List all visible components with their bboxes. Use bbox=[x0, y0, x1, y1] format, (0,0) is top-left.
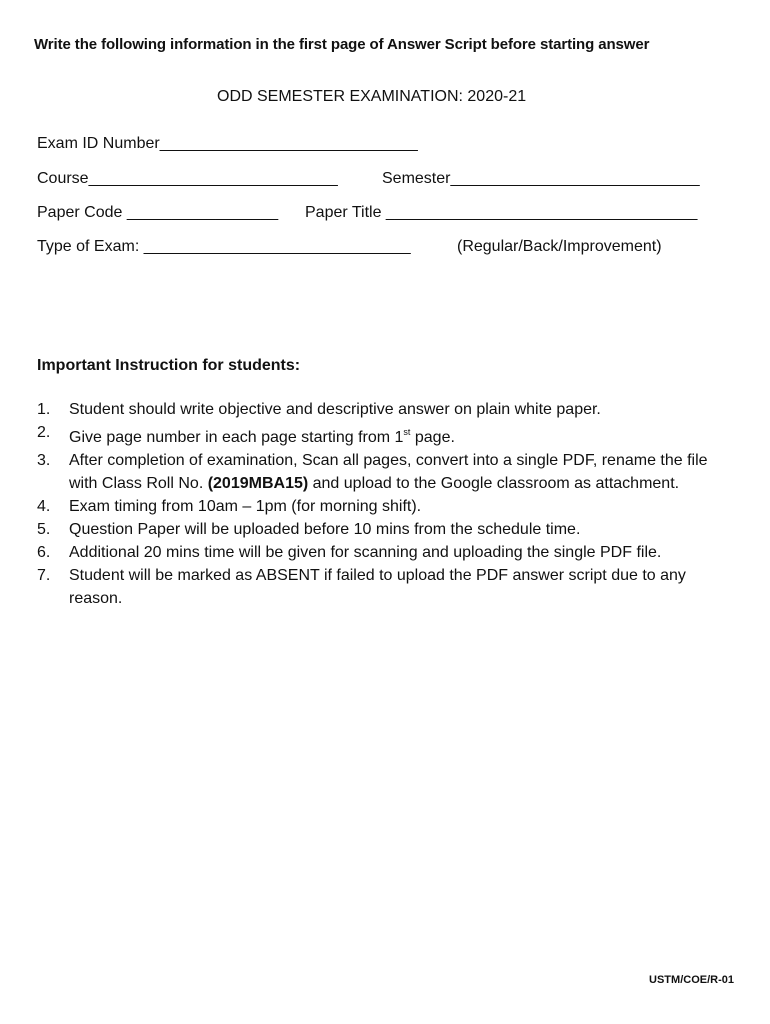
exam-id-field: Exam ID Number_____________________________ bbox=[37, 135, 418, 152]
semester-field: Semester____________________________ bbox=[382, 170, 700, 187]
instruction-text: and upload to the Google classroom as attachment. bbox=[308, 475, 680, 492]
instruction-item bbox=[37, 541, 737, 564]
instructions-list bbox=[37, 398, 737, 610]
instruction-number: 4. bbox=[37, 498, 51, 515]
instructions-title: Important Instruction for students: bbox=[37, 357, 301, 374]
instruction-text: Give page number in each page starting from 1 bbox=[69, 429, 404, 446]
type-of-exam-field: Type of Exam: ______________________________ bbox=[37, 238, 411, 255]
paper-code-field: Paper Code _________________ bbox=[37, 204, 279, 221]
form-code: USTM/COE/R-01 bbox=[649, 974, 734, 986]
page-heading: Write the following information in the first page of Answer Script before starting answer bbox=[34, 36, 650, 53]
instruction-text: page. bbox=[410, 429, 455, 446]
instruction-item bbox=[37, 421, 737, 449]
instruction-text: Question Paper will be uploaded before 10 mins from the schedule time. bbox=[69, 521, 581, 538]
exam-title: ODD SEMESTER EXAMINATION: 2020-21 bbox=[217, 88, 527, 105]
instruction-text: After completion of examination, Scan all pages, convert into a single PDF, rename the file with Class Roll No. bbox=[69, 452, 708, 492]
instruction-text: Student will be marked as ABSENT if failed to upload the PDF answer script due to any reason. bbox=[69, 567, 686, 607]
instruction-text: Additional 20 mins time will be given for scanning and uploading the single PDF file. bbox=[69, 544, 662, 561]
instruction-number: 7. bbox=[37, 567, 51, 584]
instruction-number: 6. bbox=[37, 544, 51, 561]
instruction-item bbox=[37, 518, 737, 541]
instruction-text: Student should write objective and descriptive answer on plain white paper. bbox=[69, 401, 601, 418]
instruction-item bbox=[37, 564, 737, 610]
ordinal-suffix: st bbox=[403, 427, 411, 437]
instruction-number: 5. bbox=[37, 521, 51, 538]
instruction-item bbox=[37, 449, 737, 495]
type-of-exam-options: (Regular/Back/Improvement) bbox=[457, 238, 662, 255]
paper-title-field: Paper Title ___________________________________ bbox=[305, 204, 698, 221]
instruction-item bbox=[37, 495, 737, 518]
instruction-number: 2. bbox=[37, 424, 51, 441]
class-roll-number: (2019MBA15) bbox=[207, 475, 309, 492]
instruction-item bbox=[37, 398, 737, 421]
instruction-text: Exam timing from 10am – 1pm (for morning shift). bbox=[69, 498, 422, 515]
instruction-number: 3. bbox=[37, 452, 51, 469]
course-field: Course____________________________ bbox=[37, 170, 338, 187]
instruction-number: 1. bbox=[37, 401, 51, 418]
